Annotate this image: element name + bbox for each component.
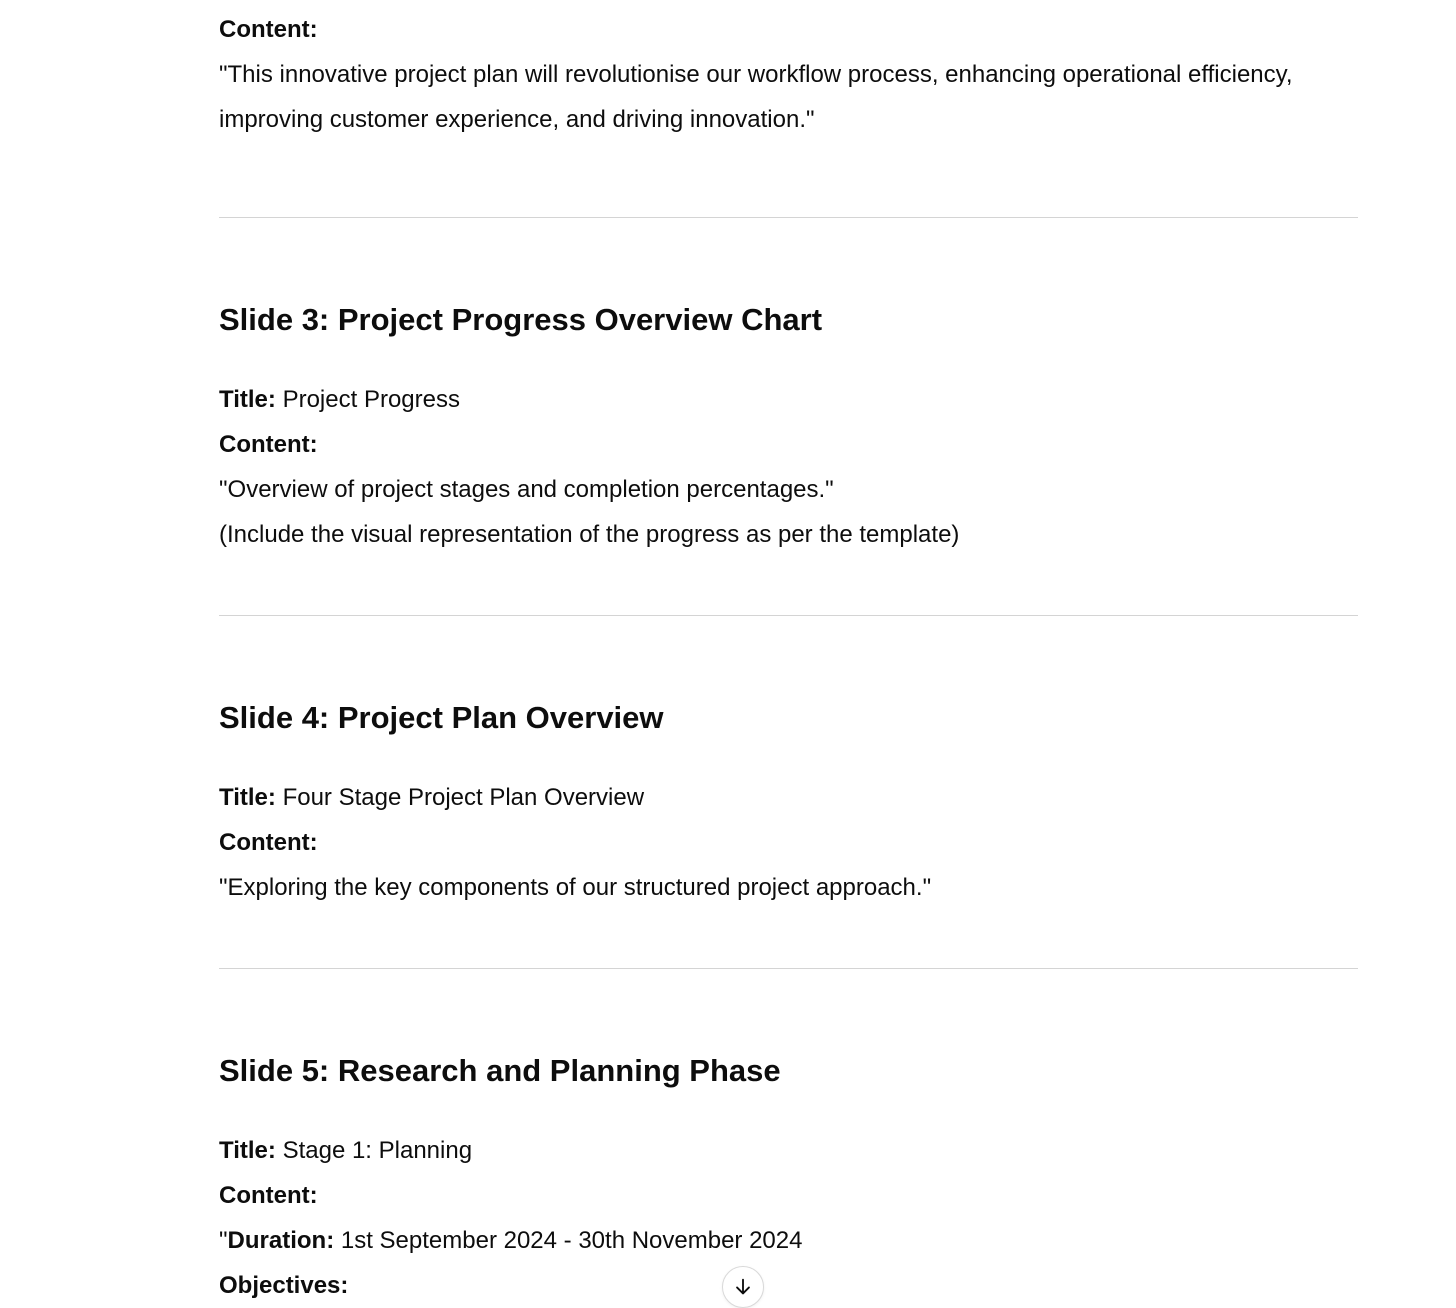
slide3-title-line — [219, 377, 1358, 422]
content-label: Content: — [219, 1182, 318, 1209]
title-label: Title: — [219, 386, 276, 413]
slide5-title-line — [219, 1128, 1358, 1173]
duration-value: 1st September 2024 - 30th November 2024 — [334, 1227, 803, 1254]
slide5-title-value: Stage 1: Planning — [275, 1137, 473, 1164]
objectives-label: Objectives: — [219, 1272, 349, 1299]
scroll-to-bottom-button[interactable] — [722, 1266, 764, 1308]
slide4-quote: "Exploring the key components of our structured project approach." — [219, 874, 932, 901]
arrow-down-icon — [732, 1276, 754, 1298]
slide5-section — [219, 1051, 1358, 1308]
content-label: Content: — [219, 829, 318, 856]
slide2-content-block — [219, 7, 1358, 142]
slide3-quote: "Overview of project stages and completion percentages." — [219, 476, 834, 503]
section-divider — [219, 968, 1358, 969]
content-label: Content: — [219, 431, 318, 458]
slide5-duration-line — [219, 1218, 1358, 1263]
content-label: Content: — [219, 16, 318, 43]
slide4-title-line — [219, 775, 1358, 820]
slide3-section — [219, 300, 1358, 557]
slide4-section — [219, 698, 1358, 910]
content-text: "This innovative project plan will revolutionise our workflow process, enhancing operational efficiency, improving customer experience, and driving innovation." — [219, 61, 1293, 133]
title-label: Title: — [219, 1137, 276, 1164]
slide3-title-value: Project Progress — [275, 386, 460, 413]
duration-open-quote: " — [219, 1227, 228, 1254]
slide4-title-value: Four Stage Project Plan Overview — [275, 784, 645, 811]
section-divider — [219, 615, 1358, 616]
slide5-heading: Slide 5: Research and Planning Phase — [219, 1053, 781, 1088]
slide4-heading: Slide 4: Project Plan Overview — [219, 700, 664, 735]
slide3-note: (Include the visual representation of the progress as per the template) — [219, 521, 960, 548]
slide3-heading: Slide 3: Project Progress Overview Chart — [219, 302, 823, 337]
title-label: Title: — [219, 784, 276, 811]
section-divider — [219, 217, 1358, 218]
duration-label: Duration: — [227, 1227, 335, 1254]
